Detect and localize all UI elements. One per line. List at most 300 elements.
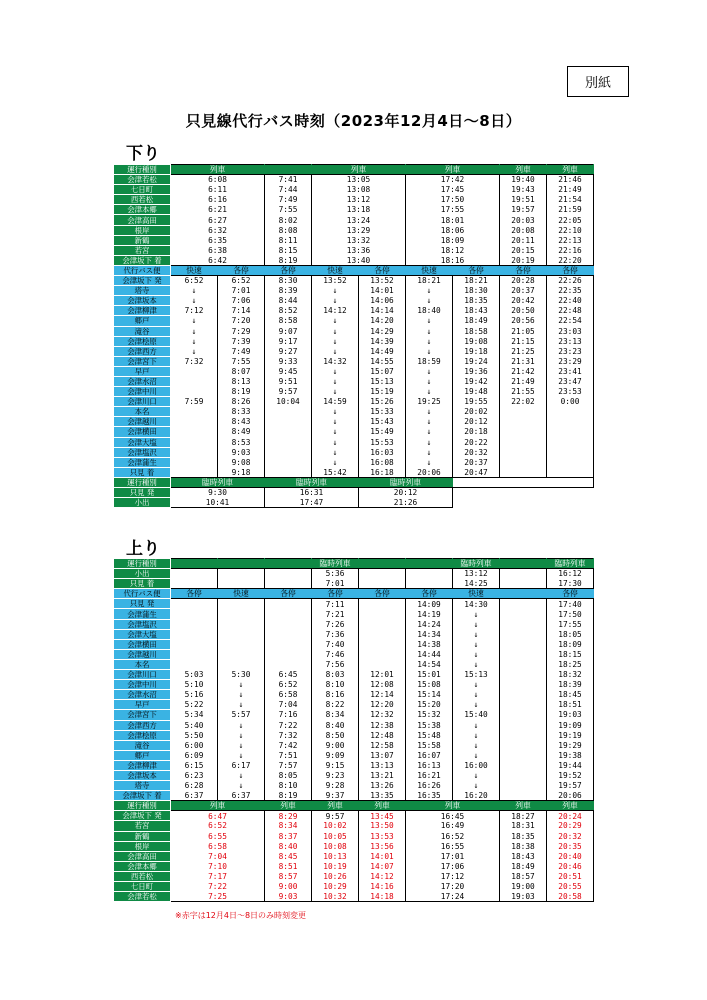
time-cell	[265, 599, 312, 609]
time-cell: 6:35	[171, 235, 265, 245]
time-cell: 14:59	[312, 397, 359, 407]
table-row	[114, 296, 594, 306]
time-cell: 16:21	[406, 770, 453, 780]
time-cell: 6:17	[218, 760, 265, 770]
time-cell	[171, 387, 218, 397]
time-cell	[406, 569, 453, 579]
time-cell: 18:49	[453, 316, 500, 326]
time-cell	[359, 579, 406, 589]
time-cell: 5:22	[171, 700, 218, 710]
column-header: 列車	[359, 801, 406, 811]
station-name: 会津坂下 発	[114, 811, 171, 821]
time-cell: 8:19	[265, 791, 312, 801]
time-cell	[359, 639, 406, 649]
time-cell: 19:55	[453, 397, 500, 407]
time-cell: ↓	[406, 316, 453, 326]
time-cell: 8:13	[218, 376, 265, 386]
time-cell: 6:09	[171, 750, 218, 760]
time-cell	[500, 720, 547, 730]
station-name: 根岸	[114, 225, 171, 235]
time-cell: 18:40	[406, 306, 453, 316]
time-cell: 12:32	[359, 710, 406, 720]
time-cell: 18:31	[500, 821, 547, 831]
time-cell: 7:06	[218, 296, 265, 306]
time-cell	[500, 781, 547, 791]
time-cell: 20:35	[547, 841, 594, 851]
table-row	[114, 791, 594, 801]
station-name: 会津坂下 発	[114, 276, 171, 286]
time-cell: 13:18	[312, 205, 406, 215]
time-cell: 21:54	[547, 195, 594, 205]
time-cell: 16:55	[406, 841, 500, 851]
table-row	[114, 376, 594, 386]
time-cell: 20:12	[359, 488, 453, 498]
column-header	[500, 559, 547, 569]
station-name: 会津越川	[114, 417, 171, 427]
time-cell: ↓	[312, 427, 359, 437]
station-name: 会津大塩	[114, 629, 171, 639]
time-cell: 17:06	[406, 861, 500, 871]
time-cell	[406, 579, 453, 589]
time-cell: 20:42	[500, 296, 547, 306]
time-cell: 19:09	[547, 720, 594, 730]
time-cell: 19:03	[500, 892, 547, 902]
time-cell: 6:23	[171, 770, 218, 780]
time-cell: ↓	[171, 286, 218, 296]
time-cell: 20:24	[547, 811, 594, 821]
time-cell: 18:43	[453, 306, 500, 316]
time-cell: 16:13	[406, 760, 453, 770]
time-cell: 19:43	[500, 185, 547, 195]
column-header: 各停	[265, 589, 312, 599]
time-cell: 19:44	[547, 760, 594, 770]
column-header: 列車	[547, 165, 594, 175]
table-row	[114, 811, 594, 821]
time-cell: 14:14	[359, 306, 406, 316]
table-row	[114, 619, 594, 629]
time-cell: ↓	[406, 447, 453, 457]
time-cell: 12:08	[359, 680, 406, 690]
time-cell: ↓	[218, 740, 265, 750]
time-cell: 19:19	[547, 730, 594, 740]
table-row	[114, 205, 594, 215]
time-cell: 8:22	[312, 700, 359, 710]
table-row	[114, 276, 594, 286]
time-cell	[500, 447, 547, 457]
time-cell: 9:45	[265, 366, 312, 376]
table-row	[114, 457, 594, 467]
table-row	[114, 700, 594, 710]
time-cell: 20:32	[547, 831, 594, 841]
column-header	[265, 559, 312, 569]
time-cell	[500, 437, 547, 447]
time-cell: ↓	[453, 740, 500, 750]
time-cell: 8:08	[265, 225, 312, 235]
time-cell: 6:45	[265, 670, 312, 680]
station-name: 早戸	[114, 366, 171, 376]
station-name: 会津宮下	[114, 356, 171, 366]
time-cell: 15:49	[359, 427, 406, 437]
time-cell: 14:01	[359, 851, 406, 861]
station-name: 会津塩沢	[114, 619, 171, 629]
empty-cell	[453, 488, 594, 498]
time-cell: ↓	[312, 417, 359, 427]
time-cell	[265, 447, 312, 457]
time-cell: 7:11	[312, 599, 359, 609]
time-cell	[359, 629, 406, 639]
time-cell	[500, 609, 547, 619]
station-name: 若宮	[114, 245, 171, 255]
time-cell: 6:52	[171, 821, 265, 831]
time-cell: 14:34	[406, 629, 453, 639]
table-row	[114, 851, 594, 861]
time-cell: 15:43	[359, 417, 406, 427]
time-cell	[171, 599, 218, 609]
time-cell	[218, 629, 265, 639]
column-header	[453, 477, 594, 487]
station-name: 会津本郷	[114, 861, 171, 871]
time-cell	[265, 609, 312, 619]
column-header: 列車	[406, 165, 500, 175]
time-cell	[171, 457, 218, 467]
time-cell	[547, 437, 594, 447]
column-header	[171, 559, 218, 569]
table-row	[114, 235, 594, 245]
time-cell: 16:18	[359, 467, 406, 477]
time-cell: 22:26	[547, 276, 594, 286]
table-row	[114, 690, 594, 700]
time-cell: 14:29	[359, 326, 406, 336]
time-cell: 23:53	[547, 387, 594, 397]
time-cell: 7:41	[265, 175, 312, 185]
column-header: 臨時列車	[359, 477, 453, 487]
station-name: 七日町	[114, 185, 171, 195]
time-cell: 18:51	[547, 700, 594, 710]
time-cell: 5:16	[171, 690, 218, 700]
time-cell: 13:12	[453, 569, 500, 579]
time-cell: 12:01	[359, 670, 406, 680]
time-cell: 8:39	[265, 286, 312, 296]
time-cell: 19:57	[500, 205, 547, 215]
station-name: 早戸	[114, 700, 171, 710]
time-cell	[218, 659, 265, 669]
time-cell: 7:12	[171, 306, 218, 316]
time-cell: 9:00	[312, 740, 359, 750]
time-cell: 7:01	[312, 579, 359, 589]
time-cell: 8:10	[265, 781, 312, 791]
station-name: 塔寺	[114, 286, 171, 296]
time-cell: 21:05	[500, 326, 547, 336]
empty-cell	[453, 498, 594, 508]
table-row	[114, 316, 594, 326]
time-cell: 9:51	[265, 376, 312, 386]
table-row	[114, 175, 594, 185]
time-cell: 6:15	[171, 760, 218, 770]
time-cell: ↓	[171, 346, 218, 356]
station-name: 本名	[114, 407, 171, 417]
time-cell: ↓	[406, 417, 453, 427]
time-cell: 18:15	[547, 649, 594, 659]
time-cell: ↓	[218, 680, 265, 690]
time-cell: 18:05	[547, 629, 594, 639]
time-cell	[265, 639, 312, 649]
header-row	[114, 801, 594, 811]
time-cell: 15:26	[359, 397, 406, 407]
table-row	[114, 346, 594, 356]
time-cell: 15:32	[406, 710, 453, 720]
time-cell	[171, 437, 218, 447]
time-cell: 9:33	[265, 356, 312, 366]
time-cell: ↓	[453, 609, 500, 619]
time-cell	[500, 457, 547, 467]
table-row	[114, 467, 594, 477]
station-name: 会津坂下 着	[114, 255, 171, 265]
table-row	[114, 609, 594, 619]
time-cell: 14:09	[406, 599, 453, 609]
table-row	[114, 720, 594, 730]
time-cell: 19:00	[500, 882, 547, 892]
table-row	[114, 770, 594, 780]
time-cell: 15:38	[406, 720, 453, 730]
time-cell: 22:16	[547, 245, 594, 255]
time-cell: 16:49	[406, 821, 500, 831]
time-cell: ↓	[406, 366, 453, 376]
time-cell: 14:54	[406, 659, 453, 669]
time-cell	[500, 730, 547, 740]
time-cell: 8:05	[265, 770, 312, 780]
table-row	[114, 639, 594, 649]
time-cell: 14:01	[359, 286, 406, 296]
column-header: 列車	[265, 801, 312, 811]
time-cell	[218, 579, 265, 589]
station-name: 会津川口	[114, 670, 171, 680]
time-cell: 8:44	[265, 296, 312, 306]
time-cell: 22:48	[547, 306, 594, 316]
time-cell: ↓	[406, 286, 453, 296]
time-cell: 19:03	[547, 710, 594, 720]
time-cell: 8:34	[312, 710, 359, 720]
time-cell	[500, 750, 547, 760]
time-cell: 7:49	[265, 195, 312, 205]
time-cell: 18:58	[453, 326, 500, 336]
time-cell: 8:53	[218, 437, 265, 447]
time-cell	[359, 619, 406, 629]
table-row	[114, 306, 594, 316]
station-name: 会津水沼	[114, 376, 171, 386]
time-cell: 5:34	[171, 710, 218, 720]
station-name: 新鶴	[114, 235, 171, 245]
time-cell: 5:10	[171, 680, 218, 690]
column-header: 臨時列車	[547, 559, 594, 569]
time-cell: 9:30	[171, 488, 265, 498]
time-cell: 22:40	[547, 296, 594, 306]
station-name: 会津西方	[114, 346, 171, 356]
time-cell: 19:40	[500, 175, 547, 185]
time-cell: 9:03	[218, 447, 265, 457]
time-cell	[500, 710, 547, 720]
time-cell: 17:50	[547, 609, 594, 619]
time-cell: 7:22	[265, 720, 312, 730]
time-cell: 14:20	[359, 316, 406, 326]
column-header: 快速	[453, 589, 500, 599]
time-cell: 21:31	[500, 356, 547, 366]
time-cell: 17:01	[406, 851, 500, 861]
table-row	[114, 185, 594, 195]
time-cell: 8:37	[265, 831, 312, 841]
time-cell	[547, 407, 594, 417]
time-cell: 5:03	[171, 670, 218, 680]
time-cell: 22:54	[547, 316, 594, 326]
column-header	[359, 559, 406, 569]
time-cell	[500, 740, 547, 750]
time-cell: 8:29	[265, 811, 312, 821]
time-cell: 17:45	[406, 185, 500, 195]
time-cell: 8:58	[265, 316, 312, 326]
time-cell: 21:55	[500, 387, 547, 397]
time-cell: 10:19	[312, 861, 359, 871]
time-cell: 10:08	[312, 841, 359, 851]
time-cell: 9:37	[312, 791, 359, 801]
time-cell: 23:23	[547, 346, 594, 356]
time-cell: 7:36	[312, 629, 359, 639]
time-cell: 12:58	[359, 740, 406, 750]
column-header	[218, 559, 265, 569]
time-cell: ↓	[453, 720, 500, 730]
time-cell: 8:52	[265, 306, 312, 316]
time-cell: 18:35	[453, 296, 500, 306]
table-row	[114, 245, 594, 255]
down-heading: 下り	[126, 144, 160, 164]
time-cell: ↓	[453, 619, 500, 629]
station-name: 新鶴	[114, 831, 171, 841]
column-header: 各停	[453, 265, 500, 275]
time-cell: 20:40	[547, 851, 594, 861]
time-cell: 8:19	[218, 387, 265, 397]
time-cell: 6:37	[218, 791, 265, 801]
time-cell: 6:11	[171, 185, 265, 195]
time-cell	[500, 770, 547, 780]
time-cell: ↓	[312, 447, 359, 457]
time-cell: 17:42	[406, 175, 500, 185]
time-cell: 20:18	[453, 427, 500, 437]
time-cell: 12:48	[359, 730, 406, 740]
time-cell	[265, 619, 312, 629]
station-name: 会津越川	[114, 649, 171, 659]
up-timetable	[113, 558, 594, 902]
time-cell	[265, 437, 312, 447]
time-cell: 0:00	[547, 397, 594, 407]
time-cell: 19:38	[547, 750, 594, 760]
column-header: 列車	[500, 165, 547, 175]
time-cell: 8:02	[265, 215, 312, 225]
time-cell: 19:52	[547, 770, 594, 780]
time-cell: ↓	[171, 316, 218, 326]
time-cell: 15:33	[359, 407, 406, 417]
time-cell: ↓	[453, 649, 500, 659]
header-row	[114, 165, 594, 175]
station-name: 会津坂本	[114, 770, 171, 780]
table-row	[114, 225, 594, 235]
time-cell: 6:16	[171, 195, 265, 205]
station-name: 郷戸	[114, 750, 171, 760]
time-cell	[171, 639, 218, 649]
time-cell	[171, 447, 218, 457]
station-name: 会津桧原	[114, 336, 171, 346]
time-cell	[171, 407, 218, 417]
time-cell	[500, 680, 547, 690]
time-cell: 7:39	[218, 336, 265, 346]
time-cell: ↓	[406, 407, 453, 417]
column-header: 列車	[500, 801, 547, 811]
time-cell: 21:49	[500, 376, 547, 386]
column-header: 臨時列車	[312, 559, 359, 569]
time-cell: 7:10	[171, 861, 265, 871]
time-cell: 13:52	[312, 276, 359, 286]
time-cell	[500, 579, 547, 589]
table-row	[114, 760, 594, 770]
time-cell: 20:06	[547, 791, 594, 801]
time-cell: 23:41	[547, 366, 594, 376]
column-header: 各停	[171, 589, 218, 599]
table-row	[114, 821, 594, 831]
time-cell: 7:25	[171, 892, 265, 902]
time-cell: 17:50	[406, 195, 500, 205]
time-cell: 15:40	[453, 710, 500, 720]
time-cell: 14:55	[359, 356, 406, 366]
station-name: 会津蒲生	[114, 609, 171, 619]
time-cell: 18:21	[453, 276, 500, 286]
time-cell: 14:18	[359, 892, 406, 902]
time-cell: 18:39	[547, 680, 594, 690]
time-cell	[500, 670, 547, 680]
time-cell: ↓	[406, 457, 453, 467]
time-cell	[500, 619, 547, 629]
station-name: 滝谷	[114, 326, 171, 336]
header-label: 運行種別	[114, 165, 171, 175]
time-cell	[547, 417, 594, 427]
time-cell: 15:13	[453, 670, 500, 680]
time-cell	[171, 467, 218, 477]
time-cell: ↓	[453, 690, 500, 700]
time-cell: 10:26	[312, 871, 359, 881]
time-cell: 20:08	[500, 225, 547, 235]
time-cell	[500, 639, 547, 649]
time-cell: 7:51	[265, 750, 312, 760]
time-cell: ↓	[312, 346, 359, 356]
time-cell: 22:02	[500, 397, 547, 407]
time-cell: 8:57	[265, 871, 312, 881]
header-row	[114, 589, 594, 599]
time-cell	[500, 791, 547, 801]
time-cell: 13:35	[359, 791, 406, 801]
time-cell: 8:07	[218, 366, 265, 376]
time-cell: 8:16	[312, 690, 359, 700]
time-cell: 9:07	[265, 326, 312, 336]
time-cell: 10:02	[312, 821, 359, 831]
table-row	[114, 356, 594, 366]
time-cell: 6:58	[265, 690, 312, 700]
time-cell: 17:55	[547, 619, 594, 629]
time-cell: 7:55	[218, 356, 265, 366]
time-cell: 14:38	[406, 639, 453, 649]
time-cell: 19:48	[453, 387, 500, 397]
table-row	[114, 326, 594, 336]
time-cell: 16:00	[453, 760, 500, 770]
column-header: 列車	[406, 801, 500, 811]
time-cell: ↓	[218, 781, 265, 791]
time-cell: 7:26	[312, 619, 359, 629]
time-cell: 13:52	[359, 276, 406, 286]
